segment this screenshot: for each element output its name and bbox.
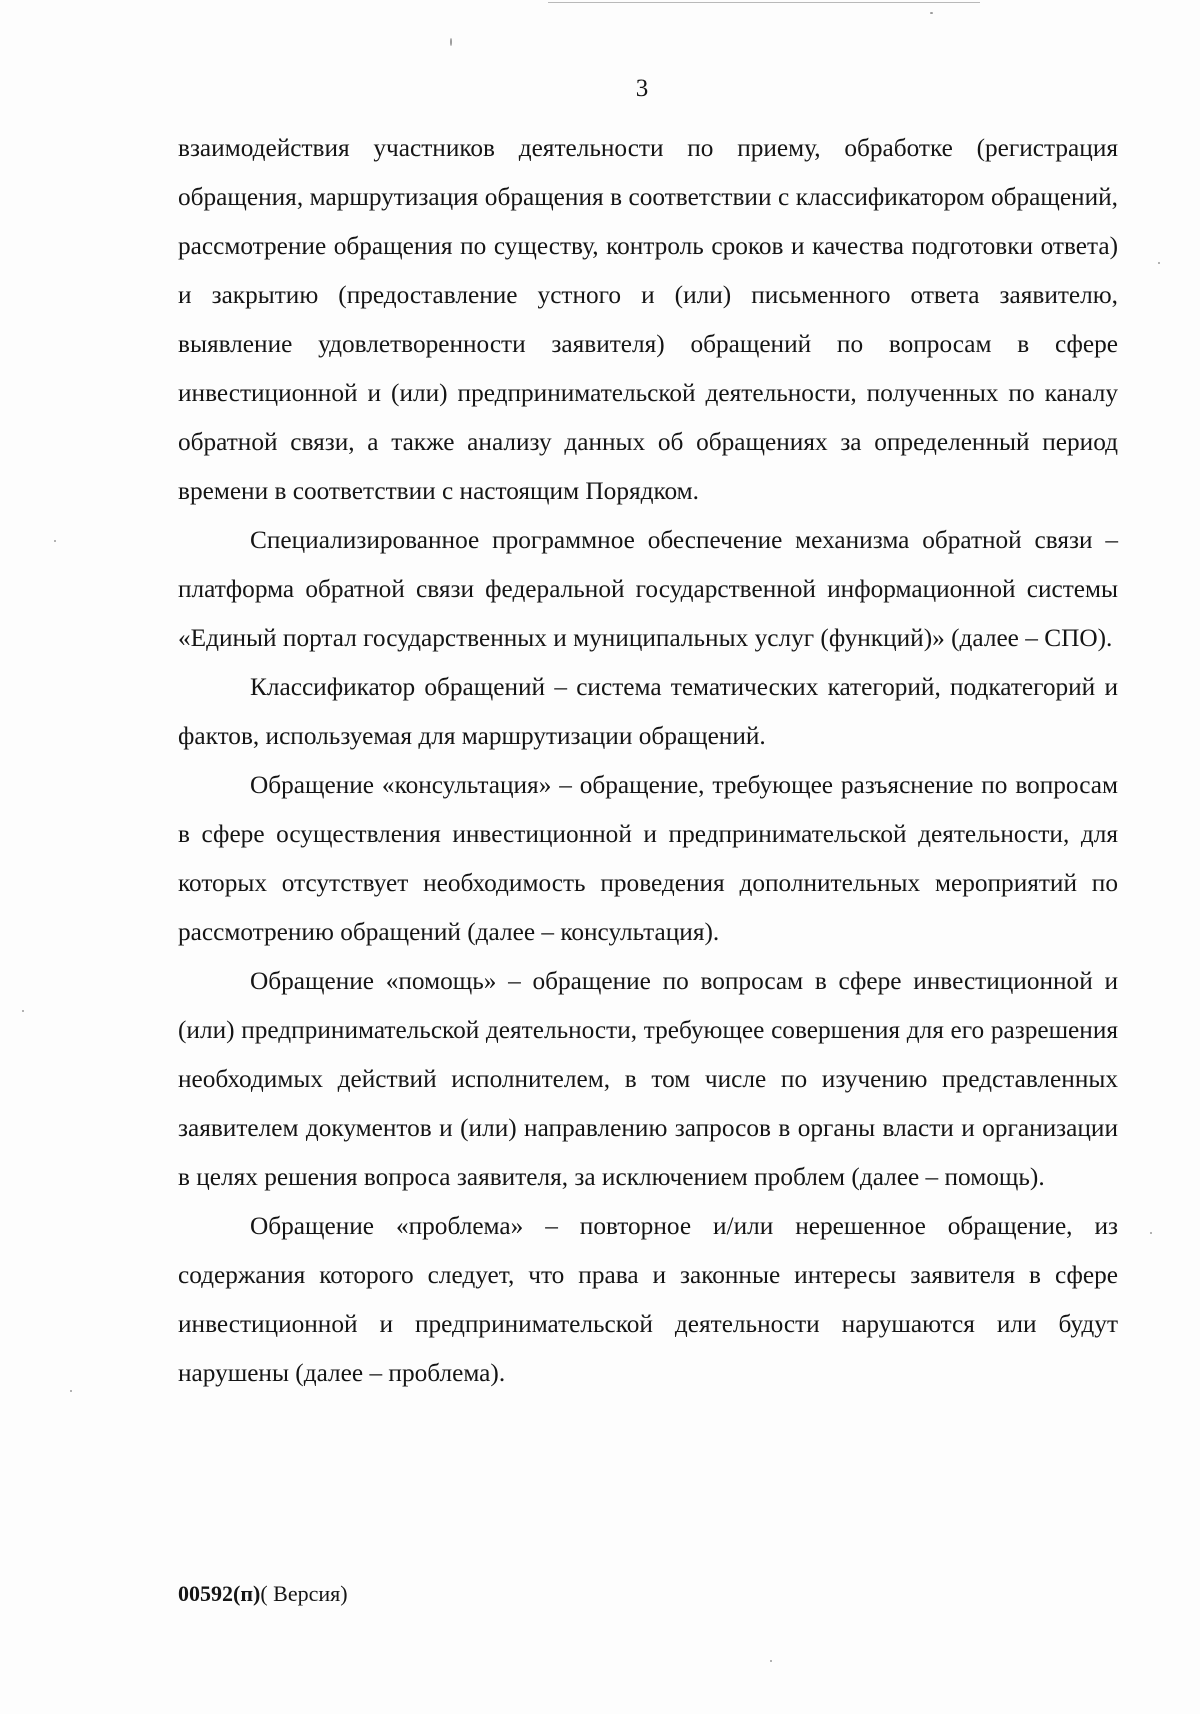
scan-speck xyxy=(770,1660,772,1662)
scan-speck xyxy=(930,12,933,14)
paragraph-4: Обращение «консультация» – обращение, требующее разъяснение по вопросам в сфере осуществления инвестиционной и предпринимательской деятельности, для которых отсутствует необходимость проведения дополнительных мероприятий по рассмотрению обращений (далее – консультация). xyxy=(178,771,1118,946)
page-number: 3 xyxy=(635,75,649,102)
document-body xyxy=(178,124,1118,1398)
document-footer xyxy=(178,1580,348,1608)
paragraph-1: взаимодействия участников деятельности по приему, обработке (регистрация обращения, маршрутизация обращения в соответствии с классификатором обращений, рассмотрение обращения по существу, контроль сроков и качества подготовки ответа) и закрытию (предоставление устного и (или) письменного ответа заявителю, выявление удовлетворенности заявителя) обращений по вопросам в сфере инвестиционной и (или) предпринимательской деятельности, полученных по каналу обратной связи, а также анализу данных об обращениях за определенный период времени в соответствии с настоящим Порядком. xyxy=(178,134,1118,505)
paragraph-6: Обращение «проблема» – повторное и/или нерешенное обращение, из содержания которого следует, что права и законные интересы заявителя в сфере инвестиционной и предпринимательской деятельности нарушаются или будут нарушены (далее – проблема). xyxy=(178,1212,1118,1387)
top-scan-rule xyxy=(548,2,980,3)
scan-speck xyxy=(1150,1232,1152,1234)
paragraph-3: Классификатор обращений – система тематических категорий, подкатегорий и фактов, используемая для маршрутизации обращений. xyxy=(178,673,1118,750)
paragraph-2: Специализированное программное обеспечение механизма обратной связи – платформа обратной связи федеральной государственной информационной системы «Единый портал государственных и муниципальных услуг (функций)» (далее – СПО). xyxy=(178,526,1118,652)
paragraph-5: Обращение «помощь» – обращение по вопросам в сфере инвестиционной и (или) предпринимательской деятельности, требующее совершения для его разрешения необходимых действий исполнителем, в том числе по изучению представленных заявителем документов и (или) направлению запросов в органы власти и организации в целях решения вопроса заявителя, за исключением проблем (далее – помощь). xyxy=(178,967,1118,1191)
scan-speck xyxy=(22,1010,24,1012)
scan-speck xyxy=(54,540,56,542)
scan-speck xyxy=(70,1390,72,1392)
document-version-label: ( Версия) xyxy=(260,1581,348,1606)
document-code: 00592(п) xyxy=(178,1581,261,1606)
scan-speck xyxy=(450,38,452,46)
scan-speck xyxy=(1158,262,1160,264)
